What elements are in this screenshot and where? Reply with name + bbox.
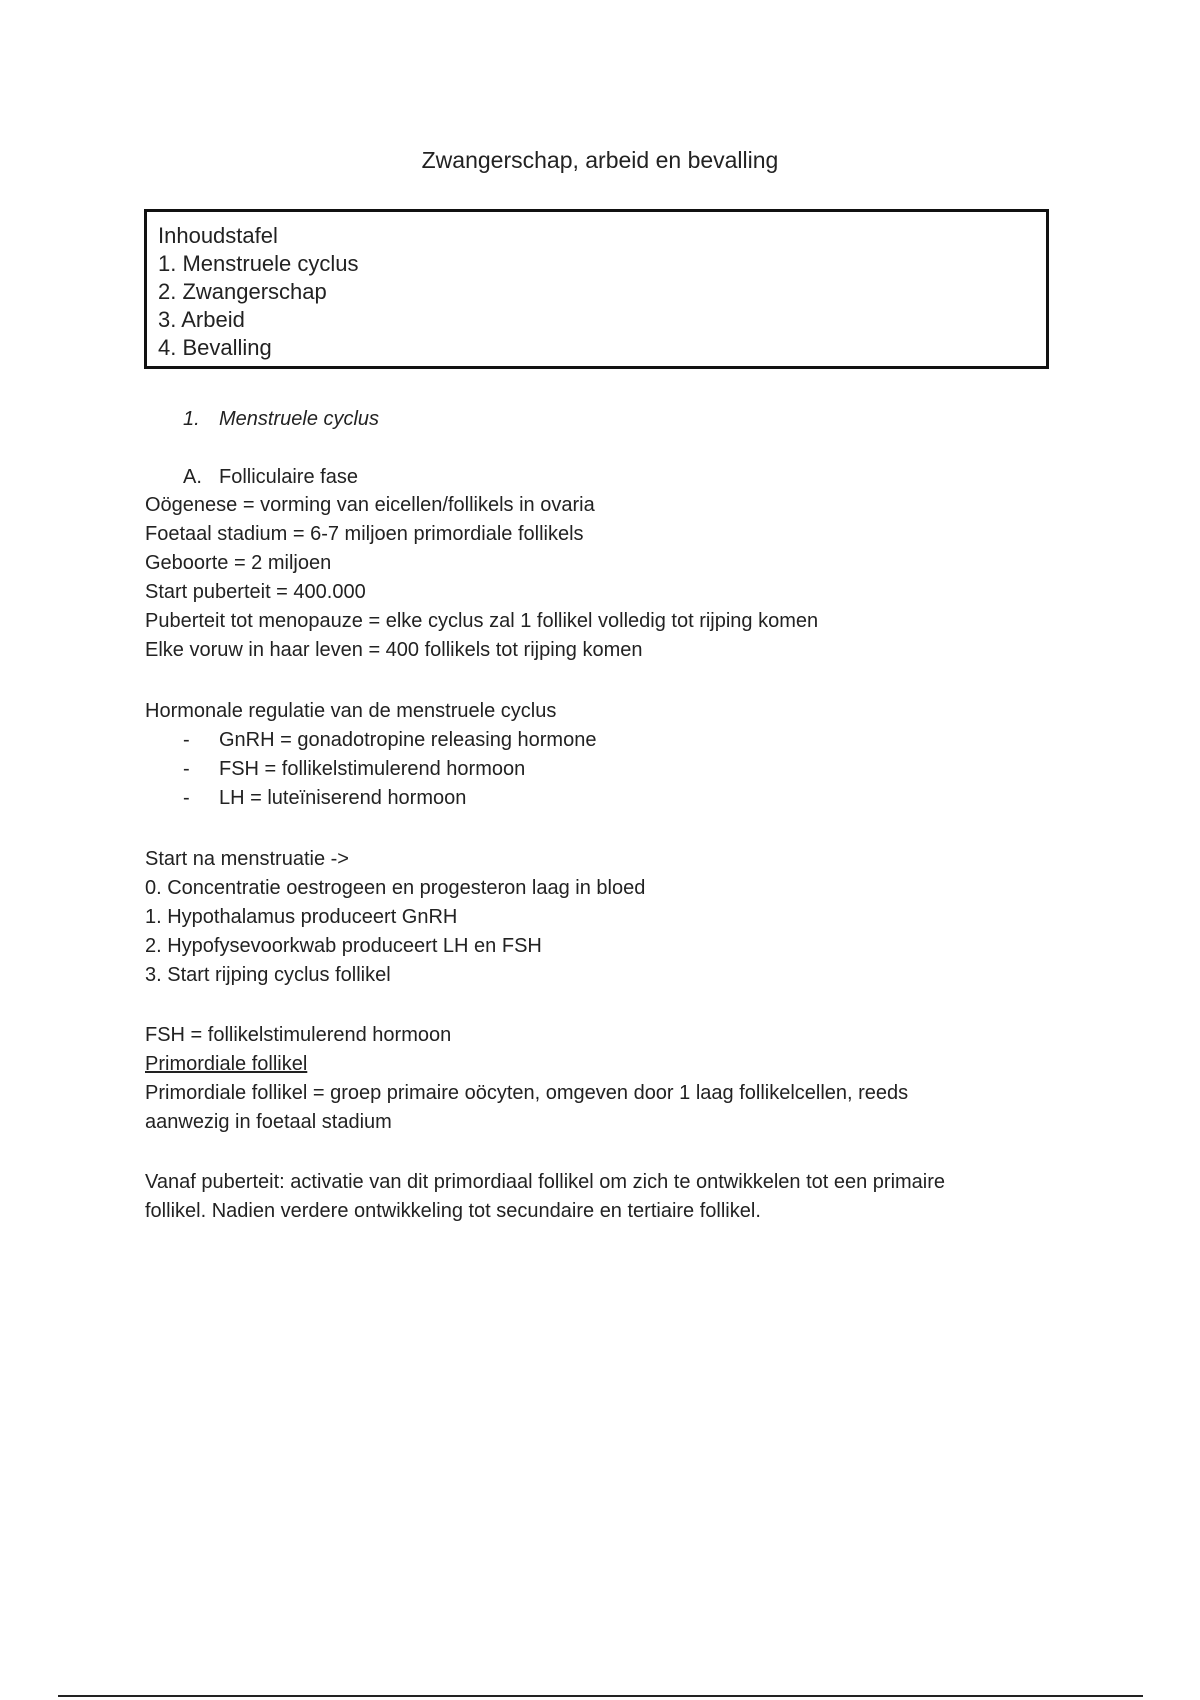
fsh-block [145,1021,908,1137]
step-line: 2. Hypofysevoorkwab produceert LH en FSH [145,935,542,957]
fact-line: Geboorte = 2 miljoen [145,552,332,574]
fact-line: Start puberteit = 400.000 [145,581,366,603]
puberty-block [145,1168,945,1226]
fsh-heading: FSH = follikelstimulerend hormoon [145,1024,452,1046]
toc-heading: Inhoudstafel [158,223,278,248]
bullet-dash: - [183,758,190,780]
steps-heading: Start na menstruatie -> [145,848,349,870]
fact-line: Oögenese = vorming van eicellen/follikels in ovaria [145,494,595,516]
section-number: 1. [183,408,200,430]
list-item [145,755,596,784]
section-heading [183,405,379,434]
footer-divider [58,1695,1143,1697]
list-item-text: GnRH = gonadotropine releasing hormone [219,729,597,751]
page-title: Zwangerschap, arbeid en bevalling [421,147,779,173]
fact-line: Foetaal stadium = 6-7 miljoen primordiale follikels [145,523,584,545]
section-title: Menstruele cyclus [219,408,380,430]
primordial-follicle-heading: Primordiale follikel [145,1053,308,1075]
definition-line: aanwezig in foetaal stadium [145,1111,392,1133]
facts-block [145,491,818,665]
hormonal-heading: Hormonale regulatie van de menstruele cyclus [145,700,557,722]
step-line: 0. Concentratie oestrogeen en progesteron laag in bloed [145,877,646,899]
toc-item: 3. Arbeid [158,307,245,332]
table-of-contents [144,209,1049,369]
bullet-dash: - [183,787,190,809]
paragraph-line: follikel. Nadien verdere ontwikkeling tot secundaire en tertiaire follikel. [145,1200,761,1222]
toc-item: 1. Menstruele cyclus [158,251,359,276]
toc-item: 2. Zwangerschap [158,279,327,304]
list-item [145,784,596,813]
list-item [145,726,596,755]
steps-block [145,845,645,990]
bullet-dash: - [183,729,190,751]
step-line: 1. Hypothalamus produceert GnRH [145,906,458,928]
step-line: 3. Start rijping cyclus follikel [145,964,391,986]
subsection-letter: A. [183,466,202,488]
fact-line: Elke voruw in haar leven = 400 follikels tot rijping komen [145,639,643,661]
definition-line: Primordiale follikel = groep primaire oöcyten, omgeven door 1 laag follikelcellen, reeds [145,1082,909,1104]
subsection-title: Folliculaire fase [219,466,358,488]
toc-item: 4. Bevalling [158,335,272,360]
paragraph-line: Vanaf puberteit: activatie van dit primordiaal follikel om zich te ontwikkelen tot een primaire [145,1171,946,1193]
list-item-text: LH = luteïniserend hormoon [219,787,467,809]
fact-line: Puberteit tot menopauze = elke cyclus zal 1 follikel volledig tot rijping komen [145,610,819,632]
list-item-text: FSH = follikelstimulerend hormoon [219,758,526,780]
subsection-heading [183,463,358,492]
hormonal-block [145,697,596,813]
